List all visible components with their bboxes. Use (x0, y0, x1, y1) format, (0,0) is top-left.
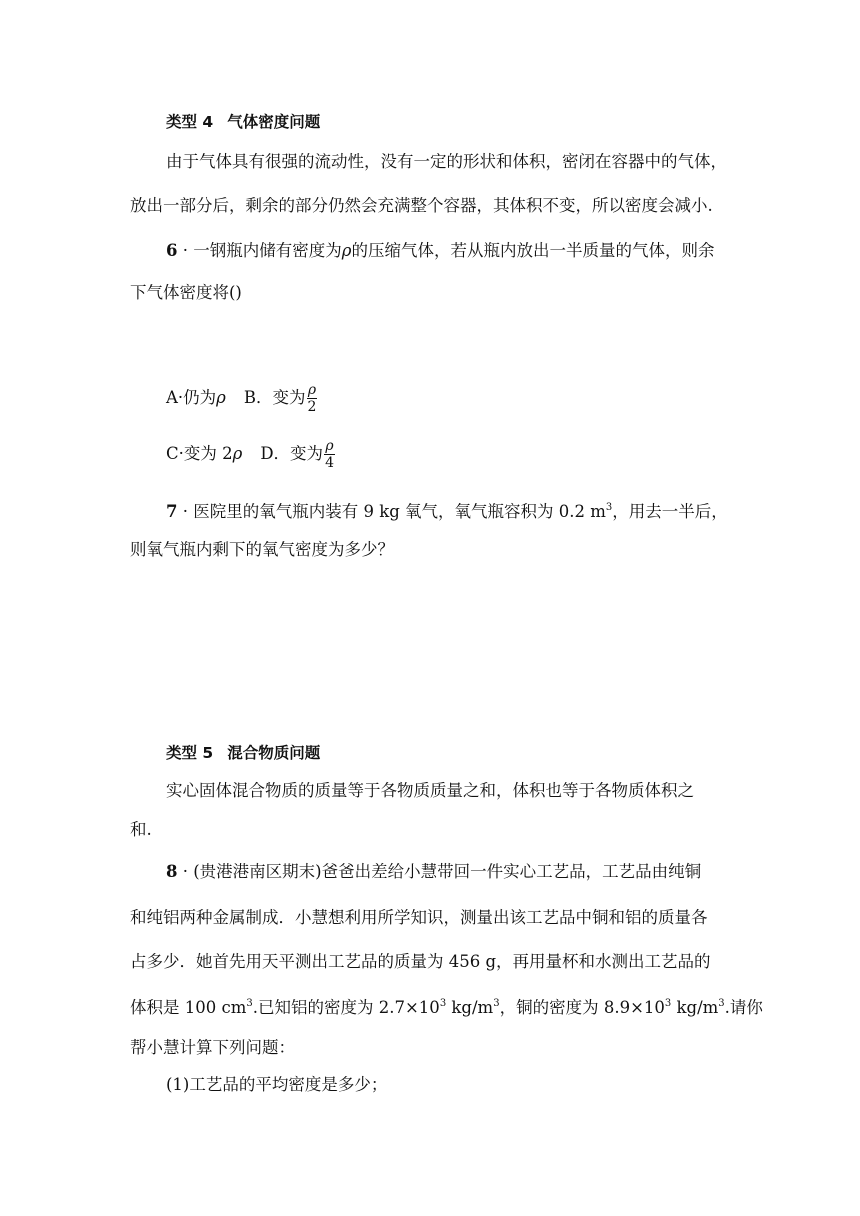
question-8-line-1 (166, 862, 701, 882)
option-b-label: B．变为 (243, 388, 306, 407)
rho-symbol: ρ (341, 241, 352, 260)
option-a-label: A·仍为 (166, 388, 217, 407)
question-8-sep: · (182, 862, 188, 881)
q8-l4-e: kg/m (671, 998, 719, 1017)
question-6-line-1 (166, 241, 714, 261)
question-7-text-a: 医院里的氧气瓶内装有 9 kg 氧气，氧气瓶容积为 0.2 m (193, 502, 606, 521)
question-6-text-b: 的压缩气体，若从瓶内放出一半质量的气体，则余 (351, 241, 715, 260)
q8-l4-sup1: 3 (246, 998, 253, 1009)
section-4-heading (166, 112, 320, 132)
option-b-numerator: ρ (307, 382, 317, 398)
question-8-number: 8 (166, 862, 178, 881)
q8-l4-c: kg/m (446, 998, 494, 1017)
section-4-intro-line-2: 放出一部分后，剩余的部分仍然会充满整个容器，其体积不变，所以密度会减小. (130, 196, 713, 215)
question-7-line-2: 则氧气瓶内剩下的氧气密度为多少？ (130, 540, 394, 559)
q8-l4-a: 体积是 100 cm (130, 998, 247, 1017)
option-d-denominator: 4 (325, 455, 334, 471)
question-6-sep: · (182, 241, 188, 260)
question-8-text-1: (贵港港南区期末)爸爸出差给小慧带回一件实心工艺品，工艺品由纯铜 (193, 862, 702, 881)
q8-l4-sup3: 3 (493, 998, 500, 1009)
question-7-text-b: ，用去一半后， (612, 502, 728, 521)
q8-l4-sup2: 3 (439, 998, 447, 1009)
option-b-fraction (307, 382, 318, 415)
section-5-intro-line-1: 实心固体混合物质的质量等于各物质质量之和，体积也等于各物质体积之 (166, 781, 694, 800)
option-c-value: ρ (232, 444, 243, 463)
question-6-options-cd (166, 436, 335, 472)
question-6-number: 6 (166, 241, 178, 260)
question-8-line-2: 和纯铝两种金属制成．小慧想利用所学知识，测量出该工艺品中铜和铝的质量各 (130, 908, 708, 927)
question-6-text-a: 一钢瓶内储有密度为 (193, 241, 342, 260)
question-8-line-4 (130, 998, 763, 1018)
question-7-line-1 (166, 502, 728, 522)
question-6-line-2: 下气体密度将() (130, 283, 242, 302)
q8-l4-sup5: 3 (718, 998, 725, 1009)
section-5-title: 混合物质问题 (227, 744, 321, 762)
section-4-label: 类型 4 (166, 113, 214, 131)
section-4-intro-line-1: 由于气体具有很强的流动性，没有一定的形状和体积，密闭在容器中的气体， (166, 152, 727, 171)
section-5-heading (166, 743, 320, 763)
q8-l4-b: .已知铝的密度为 2.7×10 (252, 998, 440, 1017)
question-7-number: 7 (166, 502, 178, 521)
section-4-title: 气体密度问题 (227, 113, 321, 131)
option-d-label: D．变为 (260, 444, 324, 463)
section-5-label: 类型 5 (166, 744, 214, 762)
q8-l4-sup4: 3 (664, 998, 672, 1009)
question-8-sub-1: (1)工艺品的平均密度是多少； (166, 1075, 388, 1094)
section-5-intro-line-2: 和. (130, 820, 152, 839)
option-d-fraction (324, 438, 335, 471)
question-6-options-ab (166, 380, 317, 416)
q8-l4-f: .请你 (724, 998, 763, 1017)
option-c-label: C·变为 2 (166, 444, 233, 463)
q8-l4-d: ，铜的密度为 8.9×10 (499, 998, 665, 1017)
question-8-line-3: 占多少．她首先用天平测出工艺品的质量为 456 g，再用量杯和水测出工艺品的 (130, 952, 711, 971)
question-7-sup: 3 (605, 502, 613, 513)
question-8-line-5: 帮小慧计算下列问题： (130, 1038, 295, 1057)
question-7-sep: · (182, 502, 188, 521)
option-d-numerator: ρ (325, 438, 334, 454)
option-a-value: ρ (216, 388, 226, 407)
option-b-denominator: 2 (307, 399, 317, 415)
